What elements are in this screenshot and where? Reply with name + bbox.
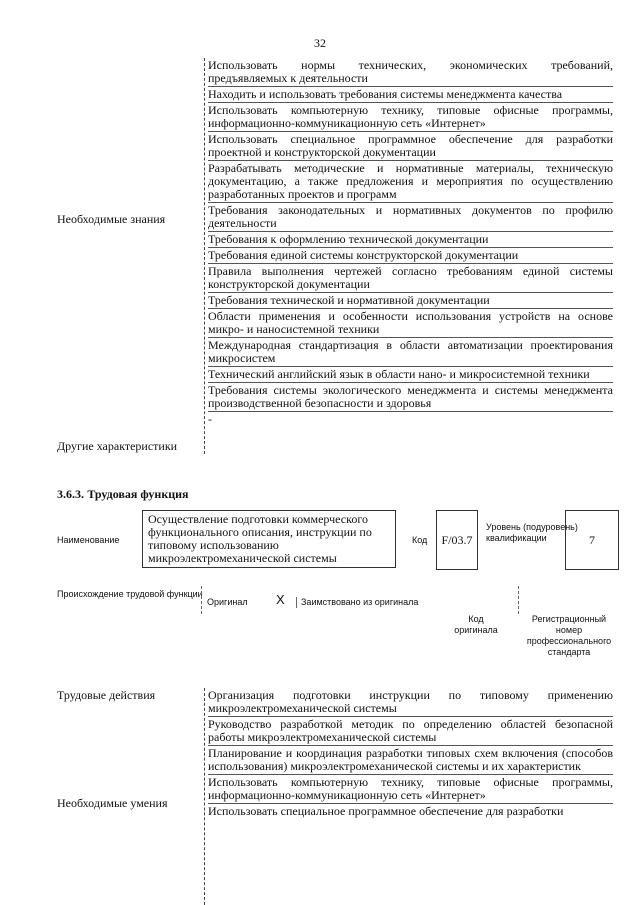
section-number: 3.6.3. [57,487,84,501]
function-code-box: F/03.7 [436,510,478,570]
table-row: Требования законодательных и нормативных документов по профилю деятельности [208,203,613,230]
table-row: Правила выполнения чертежей согласно требованиям единой системы конструкторской документации [208,264,613,291]
table-row: Использовать компьютерную технику, типовые офисные программы, информационно-коммуникационную сеть «Интернет» [208,775,613,802]
other-characteristics-value: - [208,412,212,426]
table-row: Международная стандартизация в области автоматизации проектирования микросистем [208,338,613,365]
section-title: Трудовая функция [87,487,189,501]
table-row: Планирование и координация разработки типовых схем включения (способов использования) микроэлектромеханической системы и их характеристик [208,746,613,773]
code-label: Код [412,535,428,545]
table-row: Требования технической и нормативной документации [208,293,613,309]
original-checkmark: X [276,592,285,607]
table-row: Организация подготовки инструкции по типовому применению микроэлектромеханической системы [208,688,613,715]
page-number: 32 [314,36,326,50]
level-box: 7 [565,510,619,570]
column-divider [204,688,205,905]
table-row: Требования системы экологического менеджмента и системы менеджмента производственной безопасности и здоровья [208,383,613,410]
section-heading [57,487,189,502]
other-characteristics-label: Другие характеристики [57,439,178,453]
registration-number-label: Регистрационный номер профессионального стандарта [526,614,612,657]
function-name-box: Осуществление подготовки коммерческого функционального описания, инструкции по типовому использованию микроэлектромеханической системы [142,510,396,568]
table-row: Технический английский язык в области нано- и микросистемной техники [208,367,613,383]
table-row: Области применения и особенности использования устройств на основе микро- и наносистемной техники [208,309,613,336]
knowledge-rows [208,58,613,427]
table-row: Руководство разработкой методик по определению областей безопасной работы микроэлектромеханической системы [208,717,613,744]
actions-label: Трудовые действия [57,688,156,702]
name-label: Наименование [57,535,120,545]
table-row: Использовать специальное программное обеспечение для разработки [208,804,564,818]
original-label: Оригинал [207,597,248,607]
column-divider [204,58,205,454]
table-row: Находить и использовать требования системы менеджмента качества [208,87,613,103]
borrowed-label: Заимствовано из оригинала [296,597,418,608]
knowledge-label: Необходимые знания [57,212,166,226]
table-row: Разрабатывать методические и нормативные материалы, техническую документацию, а также предложения и мероприятия по осуществлению разработанных проектов и программ [208,161,613,201]
table-row: Использовать компьютерную технику, типовые офисные программы, информационно-коммуникационную сеть «Интернет» [208,103,613,130]
code-original-label: Код оригинала [454,614,498,635]
origin-label: Происхождение трудовой функции [57,589,203,599]
table-row: Использовать нормы технических, экономических требований, предъявляемых к деятельности [208,58,613,85]
table-row: Использовать специальное программное обеспечение для разработки проектной и конструкторской документации [208,132,613,159]
table-row: Требования единой системы конструкторской документации [208,248,613,264]
level-label: Уровень (подуровень) квалификации [486,522,578,543]
table-row: Требования к оформлению технической документации [208,232,613,248]
skills-label: Необходимые умения [57,796,168,810]
actions-rows [208,688,613,819]
